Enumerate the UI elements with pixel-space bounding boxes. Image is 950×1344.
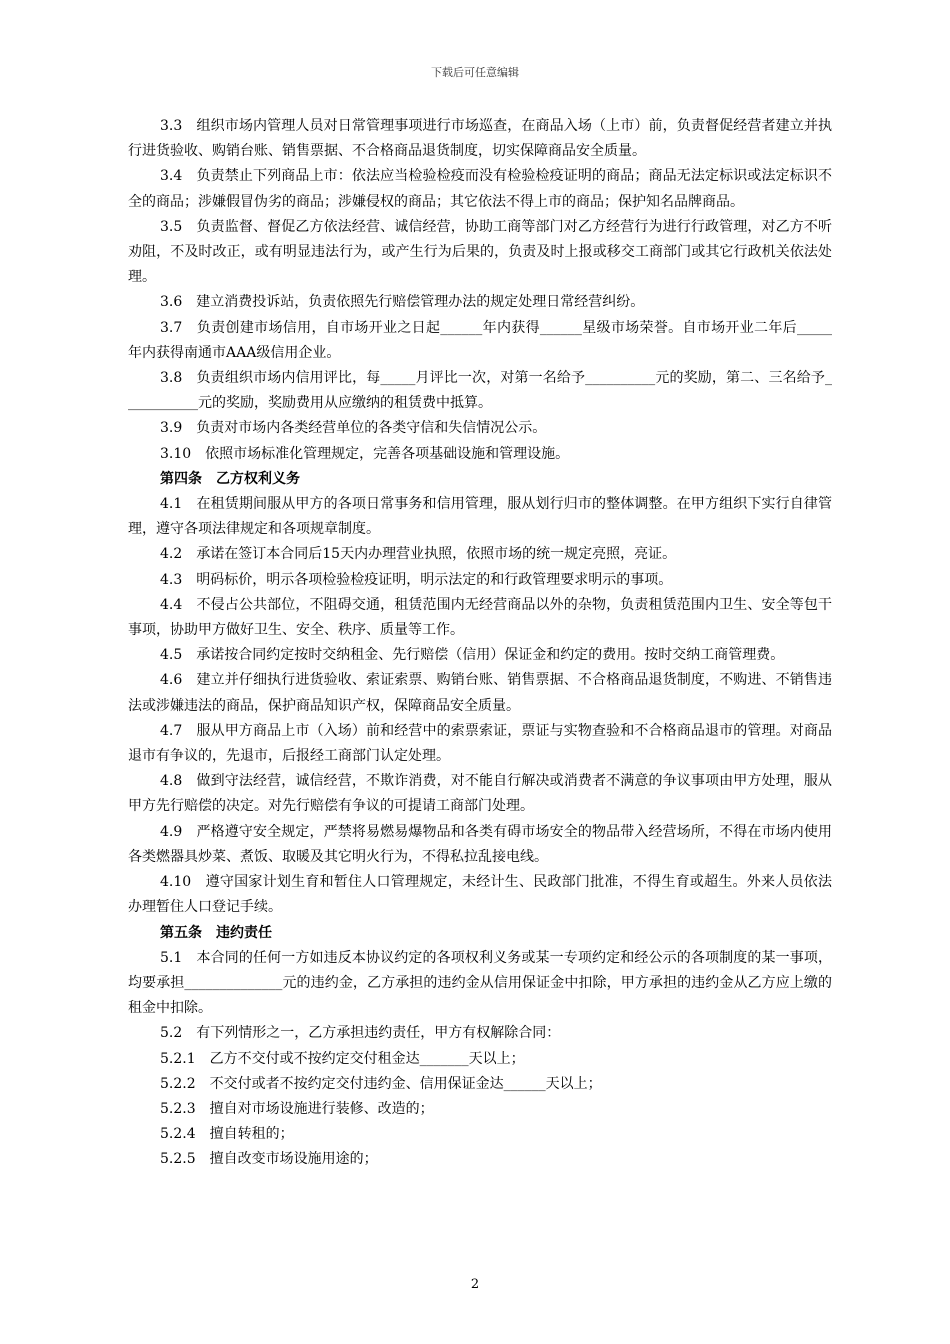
clause-5-1: 5.1 本合同的任何一方如违反本协议约定的各项权利义务或某一专项约定和经公示的各项制度的某一事项，均要承担______________元的违约金，乙方承担的违约金从信用保证金中扣除，甲方承担的违约金从乙方应上缴的租金中扣除。 <box>128 949 832 1017</box>
clause-4-7: 4.7 服从甲方商品上市（入场）前和经营中的索票索证，票证与实物查验和不合格商品退市的管理。对商品退市有争议的，先退市，后报经工商部门认定处理。 <box>128 722 832 765</box>
clause-4-6: 4.6 建立并仔细执行进货验收、索证索票、购销台账、销售票据、不合格商品退货制度，不购进、不销售违法或涉嫌违法的商品，保护商品知识产权，保障商品安全质量。 <box>128 672 832 714</box>
clause-5-2-4: 5.2.4 擅自转租的； <box>160 1126 294 1143</box>
clause-5-2-1: 5.2.1 乙方不交付或不按约定交付租金达_______天以上； <box>160 1050 525 1067</box>
clause-4-8: 4.8 做到守法经营，诚信经营，不欺诈消费，对不能自行解决或消费者不满意的争议事项由甲方处理，服从甲方先行赔偿的决定。对先行赔偿有争议的可提请工商部门处理。 <box>128 773 832 815</box>
clause-4-4: 4.4 不侵占公共部位，不阻碍交通，租赁范围内无经营商品以外的杂物，负责租赁范围内卫生、安全等包干事项，协助甲方做好卫生、安全、秩序、质量等工作。 <box>128 596 832 639</box>
clause-4-2: 4.2 承诺在签订本合同后15天内办理营业执照，依照市场的统一规定亮照，亮证。 <box>160 546 677 563</box>
document-body <box>128 114 832 1173</box>
clause-4-10: 4.10 遵守国家计划生育和暂住人口管理规定，未经计生、民政部门批准，不得生育或超生。外来人员依法办理暂住人口登记手续。 <box>128 874 832 916</box>
clause-3-10: 3.10 依照市场标准化管理规定，完善各项基础设施和管理设施。 <box>160 445 570 462</box>
clause-5-2-2: 5.2.2 不交付或者不按约定交付违约金、信用保证金达______天以上； <box>160 1075 602 1092</box>
clause-3-7: 3.7 负责创建市场信用，自市场开业之日起______年内获得______星级市场荣誉。自市场开业二年后_____年内获得南通市AAA级信用企业。 <box>128 319 832 361</box>
clause-3-5: 3.5 负责监督、督促乙方依法经营、诚信经营，协助工商等部门对乙方经营行为进行行政管理，对乙方不听劝阻，不及时改正，或有明显违法行为，或产生行为后果的，负责及时上报或移交工商部门或其它行政机关依法处理。 <box>128 218 832 286</box>
clause-3-6: 3.6 建立消费投诉站，负责依照先行赔偿管理办法的规定处理日常经营纠纷。 <box>160 294 645 311</box>
clause-3-8: 3.8 负责组织市场内信用评比，每_____月评比一次，对第一名给予__________元的奖励，第二、三名给予___________元的奖励，奖励费用从应缴纳的租赁费中抵算。 <box>128 370 832 412</box>
header-note: 下载后可任意编辑 <box>431 66 519 79</box>
clause-4-9: 4.9 严格遵守安全规定，严禁将易燃易爆物品和各类有碍市场安全的物品带入经营场所，不得在市场内使用各类燃器具炒菜、煮饭、取暖及其它明火行为，不得私拉乱接电线。 <box>128 823 832 865</box>
clause-4-1: 4.1 在租赁期间服从甲方的各项日常事务和信用管理，服从划行归市的整体调整。在甲方组织下实行自律管理，遵守各项法律规定和各项规章制度。 <box>128 496 832 538</box>
clause-5-2: 5.2 有下列情形之一，乙方承担违约责任，甲方有权解除合同： <box>160 1025 561 1042</box>
clause-4-3: 4.3 明码标价，明示各项检验检疫证明，明示法定的和行政管理要求明示的事项。 <box>160 571 673 588</box>
clause-4-5: 4.5 承诺按合同约定按时交纳租金、先行赔偿（信用）保证金和约定的费用。按时交纳工商管理费。 <box>160 647 785 664</box>
clause-5-2-5: 5.2.5 擅自改变市场设施用途的； <box>160 1151 378 1168</box>
clause-3-4: 3.4 负责禁止下列商品上市：依法应当检验检疫而没有检验检疫证明的商品；商品无法定标识或法定标识不全的商品；涉嫌假冒伪劣的商品；涉嫌侵权的商品；其它依法不得上市的商品；保护知名品牌商品。 <box>128 168 832 210</box>
clause-3-9: 3.9 负责对市场内各类经营单位的各类守信和失信情况公示。 <box>160 420 547 437</box>
clause-3-3: 3.3 组织市场内管理人员对日常管理事项进行市场巡查，在商品入场（上市）前，负责督促经营者建立并执行进货验收、购销台账、销售票据、不合格商品退货制度，切实保障商品安全质量。 <box>128 118 832 160</box>
section-heading-5: 第五条 违约责任 <box>160 924 272 941</box>
clause-5-2-3: 5.2.3 擅自对市场设施进行装修、改造的； <box>160 1100 434 1117</box>
page-number: 2 <box>470 1277 480 1292</box>
section-heading-4: 第四条 乙方权利义务 <box>160 470 300 487</box>
